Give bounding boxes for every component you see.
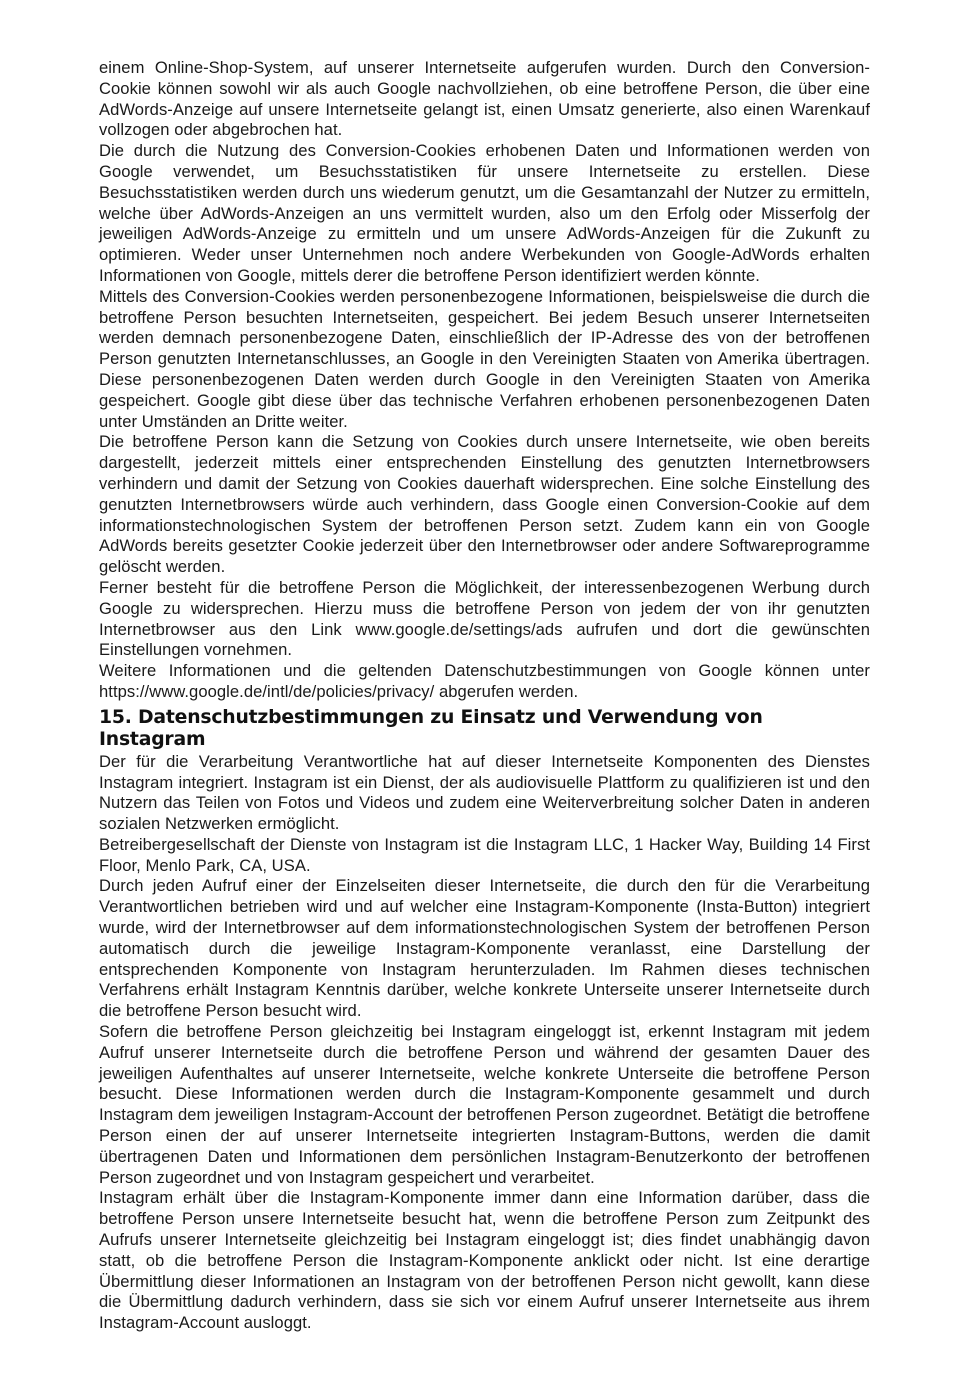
paragraph-visit-statistics: Die durch die Nutzung des Conversion-Cookies erhobenen Daten und Informationen werden von Google verwendet, um Besuchsstatistiken für unsere Internetseite zu erstellen. Diese Besuchsstatistiken werden durch uns wiederum genutzt, um die Gesamtanzahl der Nutzer zu ermitteln, welche über AdWords-Anzeigen an uns vermittelt wurden, also um den Erfolg oder Misserfolg der jeweiligen AdWords-Anzeige zu ermitteln und um unsere AdWords-Anzeigen für die Zukunft zu optimieren. Weder unser Unternehmen noch andere Werbekunden von Google-AdWords erhalten Informationen von Google, mittels derer die betroffene Person identifiziert werden könnte. [99, 141, 870, 285]
paragraph-instagram-components: Der für die Verarbeitung Verantwortliche hat auf dieser Internetseite Komponenten des Dienstes Instagram integriert. Instagram ist ein Dienst, der als audiovisuelle Plattform zu qualifizieren ist und den Nutzern das Teilen von Fotos und Videos und zudem eine Weiterverbreitung solcher Daten in anderen sozialen Netzwerken ermöglicht. [99, 751, 870, 834]
paragraph-conversion-cookie-purpose: einem Online-Shop-System, auf unserer Internetseite aufgerufen wurden. Durch den Conversion-Cookie können sowohl wir als auch Google nachvollziehen, ob eine betroffene Person, die über eine AdWords-Anzeige auf unsere Internetseite gelangt ist, einen Umsatz generierte, also einen Warenkauf vollzogen oder abgebrochen hat. [99, 58, 870, 140]
paragraph-personal-data-transfer: Mittels des Conversion-Cookies werden personenbezogene Informationen, beispielsweise die durch die betroffene Person besuchten Internetseiten, gespeichert. Bei jedem Besuch unserer Internetseiten werden demnach personenbezogene Daten, einschließlich der IP-Adresse des von der betroffenen Person genutzten Internetanschlusses, an Google in den Vereinigten Staaten von Amerika übertragen. Diese personenbezogenen Daten werden durch Google in den Vereinigten Staaten von Amerika gespeichert. Google gibt diese über das technische Verfahren erhobenen personenbezogenen Daten unter Umständen an Dritte weiter. [99, 286, 870, 431]
paragraph-google-privacy-info: Weitere Informationen und die geltenden Datenschutzbestimmungen von Google können unter https://www.google.de/intl/de/policies/privacy/ abgerufen werden. [99, 661, 870, 701]
paragraph-interest-based-ads: Ferner besteht für die betroffene Person die Möglichkeit, der interessenbezogenen Werbung durch Google zu widersprechen. Hierzu muss die betroffene Person von jedem der von ihr genutzten Internetbrowser aus den Link www.google.de/settings/ads aufrufen und dort die gewünschten Einstellungen vornehmen. [99, 577, 870, 660]
paragraph-instagram-operator: Betreibergesellschaft der Dienste von Instagram ist die Instagram LLC, 1 Hacker Way, Building 14 First Floor, Menlo Park, CA, USA. [99, 834, 870, 875]
paragraph-instagram-logout: Instagram erhält über die Instagram-Komponente immer dann eine Information darüber, dass die betroffene Person unsere Internetseite besucht hat, wenn die betroffene Person zum Zeitpunkt des Aufrufs unserer Internetseite gleichzeitig bei Instagram eingeloggt ist; dies findet unabhängig davon statt, ob die betroffene Person die Instagram-Komponente anklickt oder nicht. Ist eine derartige Übermittlung dieser Informationen an Instagram von der betroffenen Person nicht gewollt, kann diese die Übermittlung dadurch verhindern, dass sie sich vor einem Aufruf unserer Internetseite aus ihrem Instagram-Account ausloggt. [99, 1188, 870, 1333]
paragraph-cookie-objection: Die betroffene Person kann die Setzung von Cookies durch unsere Internetseite, wie oben bereits dargestellt, jederzeit mittels einer entsprechenden Einstellung des genutzten Internetbrowsers verhindern und damit der Setzung von Cookies dauerhaft widersprechen. Eine solche Einstellung des genutzten Internetbrowsers würde auch verhindern, dass Google einen Conversion-Cookie auf dem informationstechnologischen System der betroffenen Person setzt. Zudem kann ein von Google AdWords bereits gesetzter Cookie jederzeit über den Internetbrowser oder andere Softwareprogramme gelöscht werden. [99, 432, 870, 577]
paragraph-instagram-page-calls: Durch jeden Aufruf einer der Einzelseiten dieser Internetseite, die durch den für die Verarbeitung Verantwortlichen betrieben wird und auf welcher eine Instagram-Komponente (Insta-Button) integriert wurde, wird der Internetbrowser auf dem informationstechnologischen System der betroffenen Person automatisch durch die jeweilige Instagram-Komponente veranlasst, eine Darstellung der entsprechenden Komponente von Instagram herunterzuladen. Im Rahmen dieses technischen Verfahrens erhält Instagram Kenntnis darüber, welche konkrete Unterseite unserer Internetseite durch die betroffene Person besucht wird. [99, 876, 870, 1021]
document-page [99, 58, 870, 1334]
paragraph-instagram-logged-in: Sofern die betroffene Person gleichzeitig bei Instagram eingeloggt ist, erkennt Instagram mit jedem Aufruf unserer Internetseite durch die betroffene Person und während der gesamten Dauer des jeweiligen Aufenthaltes auf unserer Internetseite, welche konkrete Unterseite die betroffene Person besucht. Diese Informationen werden durch die Instagram-Komponente gesammelt und durch Instagram dem jeweiligen Instagram-Account der betroffenen Person zugeordnet. Betätigt die betroffene Person einen der auf unserer Internetseite integrierten Instagram-Buttons, werden die damit übertragenen Daten und Informationen dem persönlichen Instagram-Benutzerkonto der betroffenen Person zugeordnet und von Instagram gespeichert und verarbeitet. [99, 1022, 870, 1187]
section-heading-instagram: 15. Datenschutzbestimmungen zu Einsatz und Verwendung von Instagram [99, 706, 763, 750]
